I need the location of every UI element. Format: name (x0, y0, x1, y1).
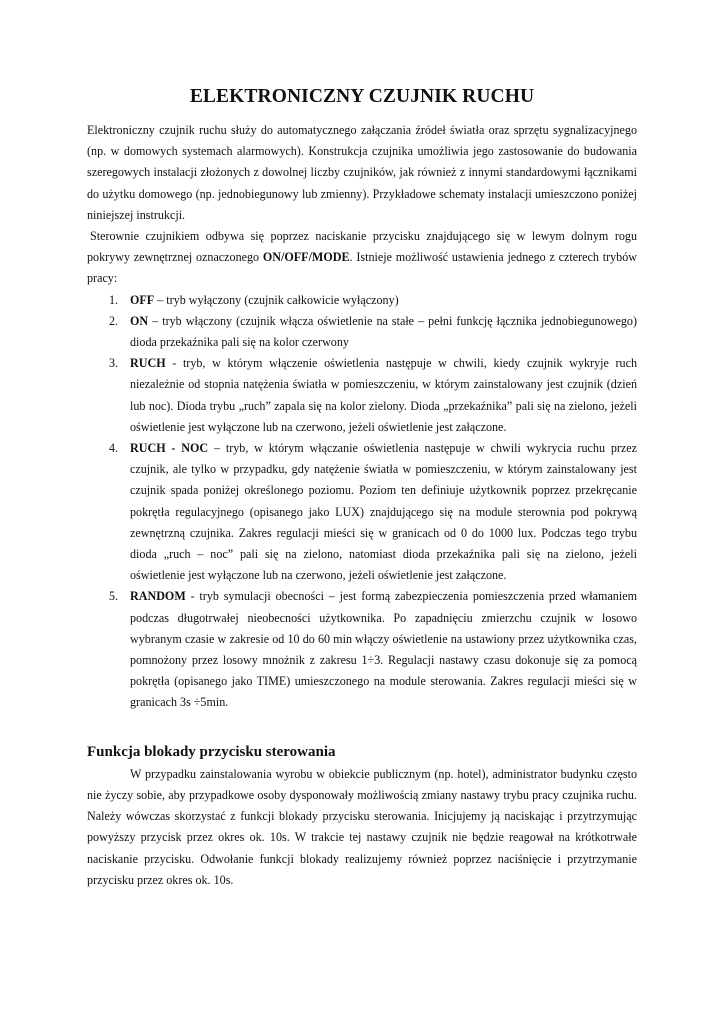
list-item (87, 586, 637, 713)
list-number: 5. (109, 589, 119, 604)
modes-list (87, 290, 637, 714)
mode-description: – tryb, w którym włączanie oświetlenia następuje w chwili wykrycia ruchu przez czujnik, ale tylko w przypadku, gdy natężenie światła w pomieszczeniu, w którym zainstalowany jest czujnik spada poniżej określonego poziomu. Poziom ten definiuje użytkownik poprzez przekręcanie pokrętła regulacyjnego (opisanego jako LUX) znajdującego się na module sterownia pod pokrywą zewnętrzną czujnika. Zakres regulacji mieści się w granicach od 0 do 1000 lux. Podczas tego trybu dioda „ruch – noc” pali się na zielono, natomiast dioda przekaźnika pali się na zielono, jeżeli oświetlenie jest wyłączone lub na czerwono, jeżeli oświetlenie jest załączone. (130, 441, 637, 583)
page-title: ELEKTRONICZNY CZUJNIK RUCHU (189, 86, 535, 107)
mode-name: RANDOM (130, 589, 186, 604)
lock-paragraph: W przypadku zainstalowania wyrobu w obiekcie publicznym (np. hotel), administrator budynku często nie życzy sobie, aby przypadkowe osoby dysponowały możliwością zmiany nastawy trybu pracy czujnika ruchu. Należy wówczas skorzystać z funkcji blokady przycisku sterowania. Inicjujemy ją naciskając i przytrzymując powyższy przycisk przez okres ok. 10s. W trakcie tej nastawy czujnik nie będzie reagował na krótkotrwałe naciskanie przycisku. Odwołanie funkcji blokady realizujemy również poprzez naciśnięcie i przytrzymanie przycisku przez okres ok. 10s. (87, 766, 637, 887)
control-paragraph (87, 226, 637, 290)
mode-description: - tryb, w którym włączenie oświetlenia następuje w chwili, kiedy czujnik wykryje ruch niezależnie od stopnia natężenia światła w pomieszczeniu, w którym zainstalowany jest czujnik (dzień lub noc). Dioda trybu „ruch” zapala się na kolor zielony. Dioda „przekaźnika” pali się na zielono, jeżeli oświetlenie jest wyłączone lub na czerwono, jeżeli oświetlenie jest załączone. (130, 356, 637, 434)
list-number: 1. (109, 292, 119, 307)
mode-name: OFF (130, 292, 155, 307)
list-number: 3. (109, 356, 119, 371)
list-item (87, 353, 637, 438)
mode-name: RUCH - NOC (130, 441, 209, 456)
mode-name: ON (130, 313, 149, 328)
list-item (87, 311, 637, 353)
intro-paragraph: Elektroniczny czujnik ruchu służy do automatycznego załączania źródeł światła oraz sprzętu sygnalizacyjnego (np. w domowych systemach alarmowych). Konstrukcja czujnika umożliwia jego zastosowanie do budowania szeregowych instalacji złożonych z dowolnej liczby czujników, jak również z innymi standardowymi łącznikami do użytku domowego (np. jednobiegunowy lub zmienny). Przykładowe schematy instalacji umieszczono poniżej niniejszej instrukcji. (87, 123, 637, 222)
list-item (87, 290, 637, 311)
control-text-before: Sterownie czujnikiem odbywa się poprzez naciskanie przycisku znajdującego się w lewym dolnym rogu pokrywy zewnętrznej oznaczonego (87, 229, 637, 265)
mode-description: - tryb symulacji obecności – jest formą zabezpieczenia pomieszczenia przed włamaniem podczas długotrwałej nieobecności użytkownika. Po zapadnięciu zmierzchu czujnik w losowo wybranym czasie w zakresie od 10 do 60 min włączy oświetlenie na ustawiony przez użytkownika czas, pomnożony przez losowy mnożnik z zakresu 1÷3. Regulacji nastawy czasu dokonuje się za pomocą pokrętła (opisanego jako TIME) umieszczonego na module sterowania. Zakres regulacji mieści się w granicach 3s ÷5min. (130, 589, 637, 710)
mode-name: RUCH (130, 356, 166, 371)
mode-description: – tryb włączony (czujnik włącza oświetlenie na stałe – pełni funkcję łącznika jednobiegunowego) dioda przekaźnika pali się na kolor czerwony (130, 313, 637, 350)
section-heading: Funkcja blokady przycisku sterowania (87, 743, 336, 760)
control-text-after: . Istnieje możliwość ustawienia jednego z czterech trybów pracy: (87, 250, 637, 286)
list-item (87, 438, 637, 586)
button-label: ON/OFF/MODE (262, 250, 350, 265)
mode-description: – tryb wyłączony (czujnik całkowicie wyłączony) (154, 292, 399, 307)
list-number: 4. (109, 441, 119, 456)
list-number: 2. (109, 313, 119, 328)
